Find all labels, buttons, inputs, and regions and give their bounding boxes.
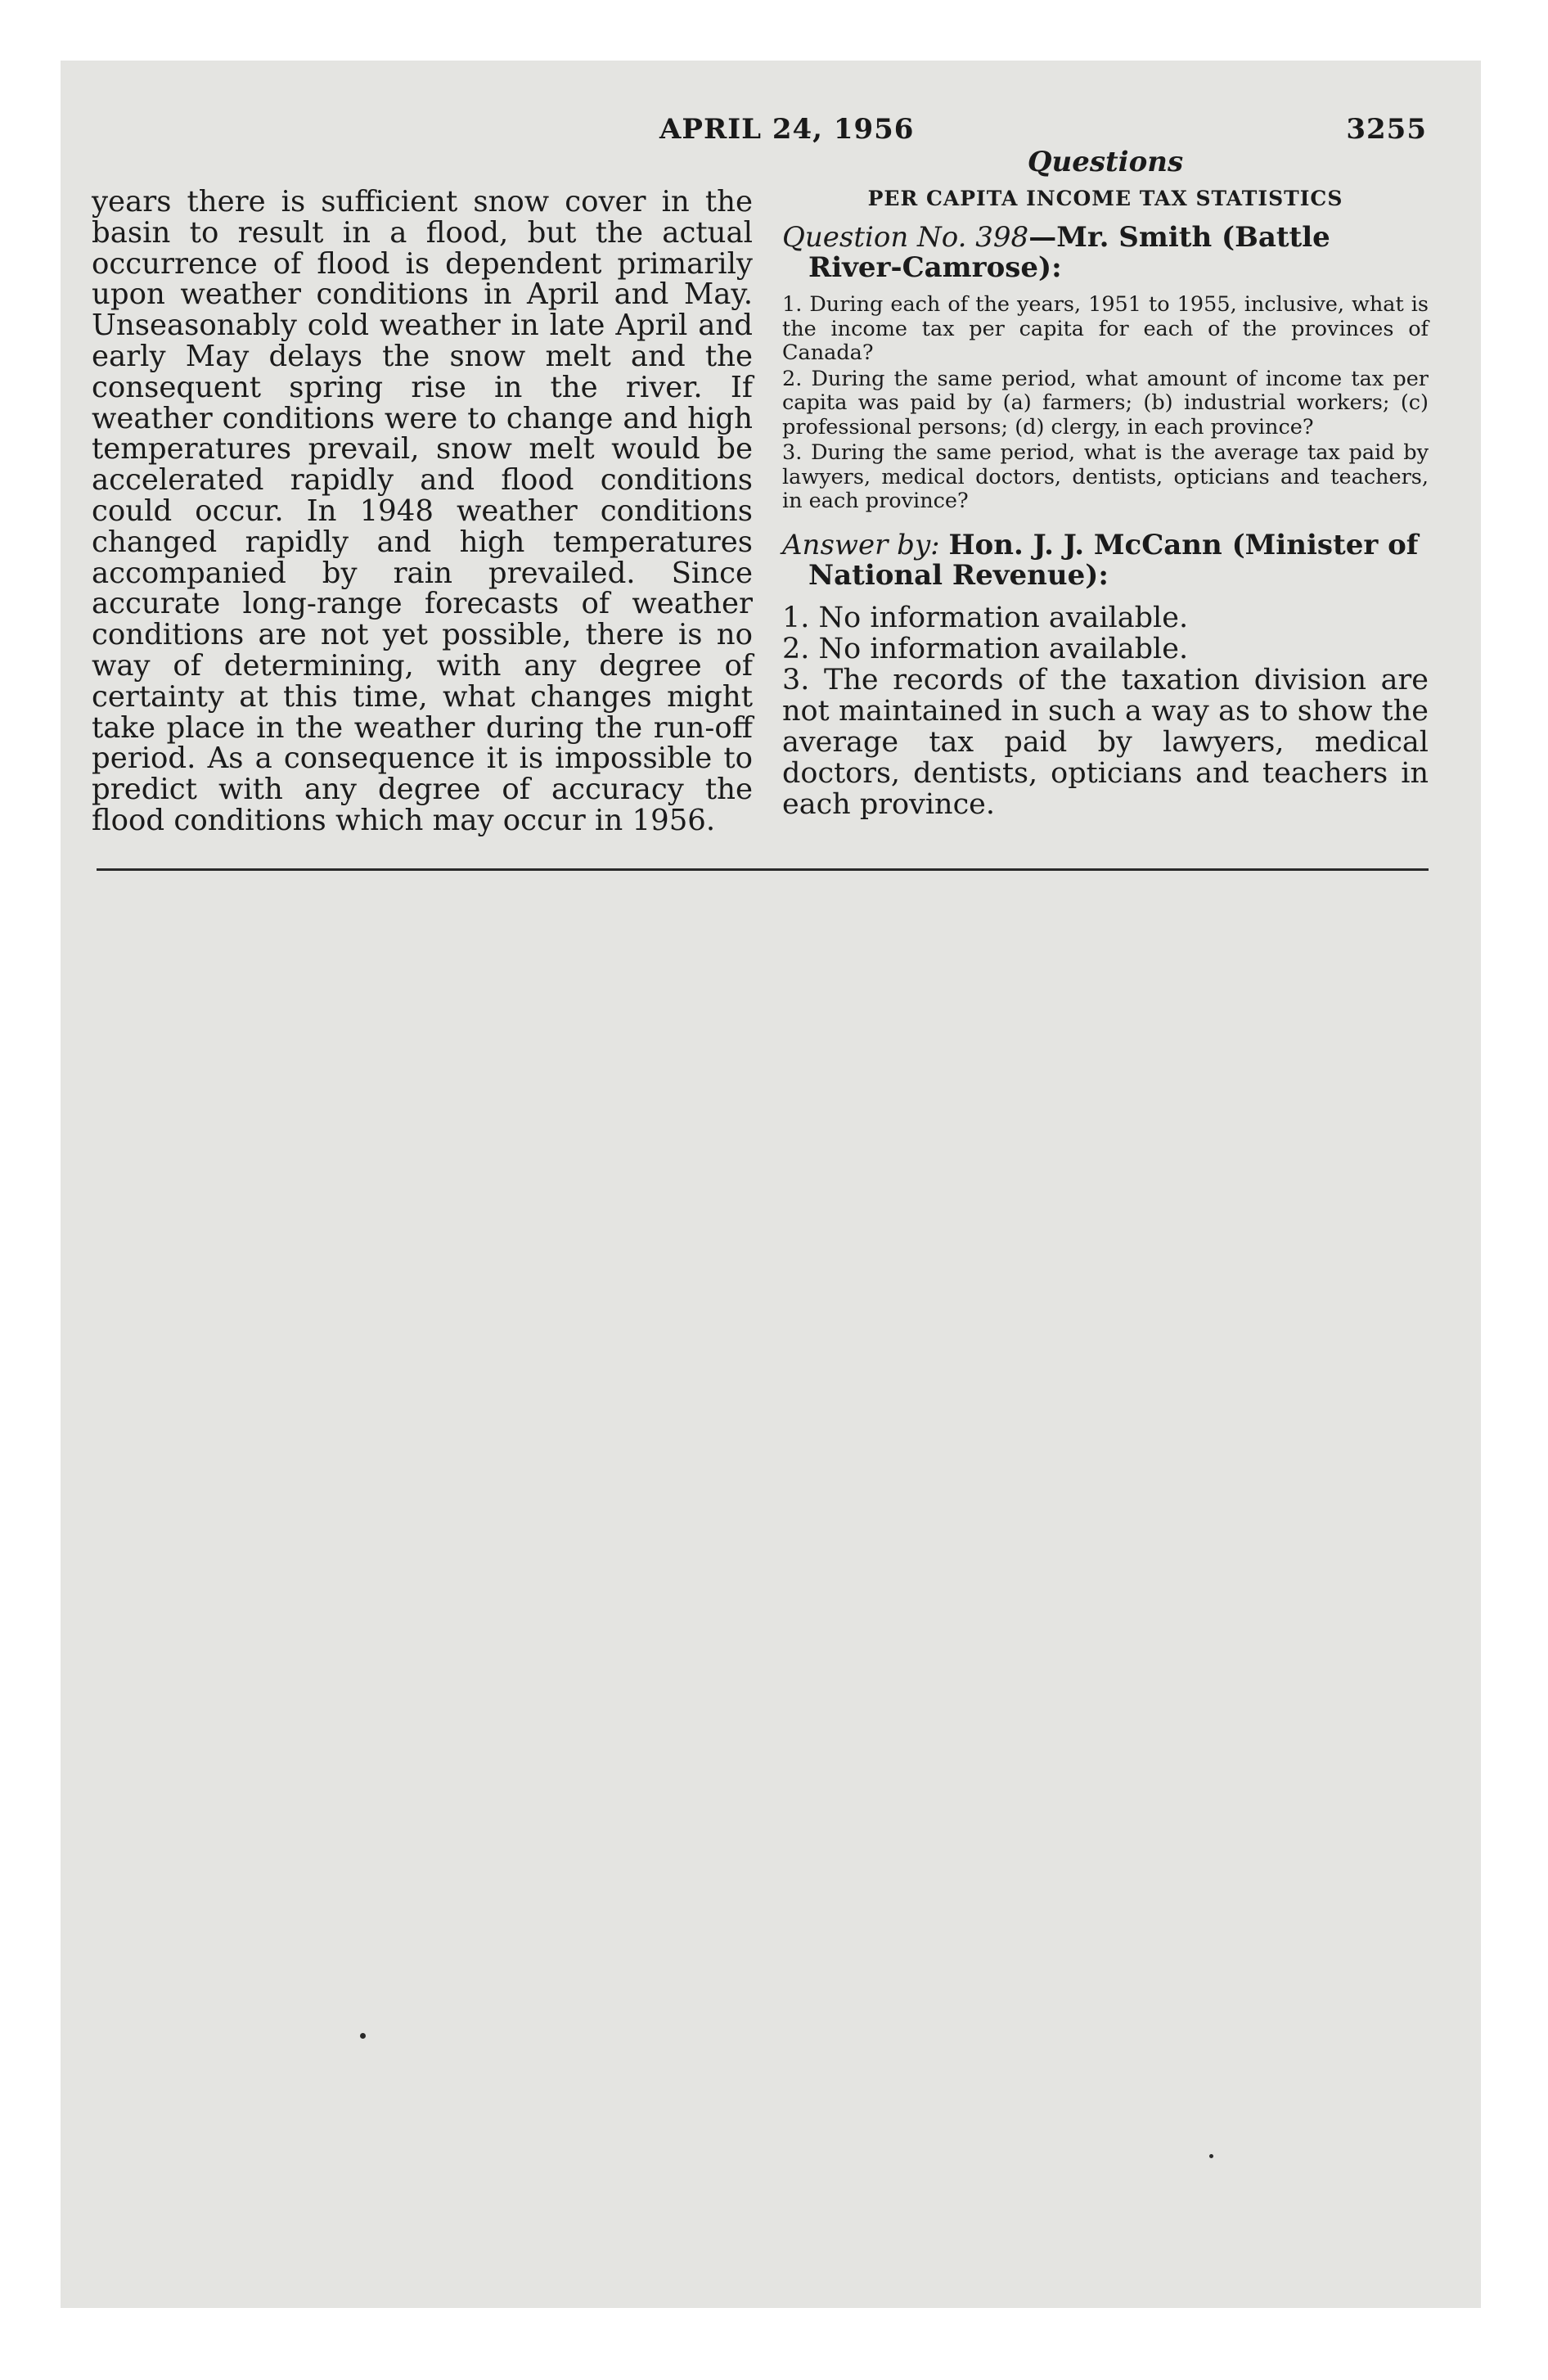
question-title: PER CAPITA INCOME TAX STATISTICS (867, 187, 1343, 210)
question-list (782, 293, 1429, 514)
page-number: 3255 (1346, 113, 1427, 146)
page-header-title: APRIL 24, 1956 (659, 113, 915, 146)
answer-item: 3. The records of the taxation division are not maintained in such a way as to show the average tax paid by lawyers, medical doctors, dentists, opticians and teachers in each province. (782, 663, 1429, 821)
answer-label: Answer by: (782, 528, 940, 561)
answer-list (782, 602, 1429, 820)
ink-speck (1209, 2154, 1213, 2158)
question-label: Question No. 398 (782, 221, 1029, 254)
question-item: 3. During the same period, what is the average tax paid by lawyers, medical doctors, dentists, opticians and teachers, in each province? (782, 440, 1429, 513)
answer-item: 2. No information available. (782, 632, 1189, 665)
question-by: —Mr. Smith (Battle River-Camrose): (808, 221, 1330, 284)
question-item: 1. During each of the years, 1951 to 1955, inclusive, what is the income tax per capita for each of the provinces of Canada? (782, 292, 1429, 365)
right-column (782, 146, 1429, 820)
question-label-line (782, 223, 1429, 283)
answer-by: Hon. J. J. McCann (Minister of National Revenue): (808, 528, 1419, 592)
left-column (92, 187, 753, 836)
answer-label-line (782, 530, 1429, 591)
section-divider-rule (97, 868, 1429, 871)
ink-speck (360, 2033, 366, 2039)
left-column-paragraph: years there is sufficient snow cover in the basin to result in a flood, but the actual occurrence of flood is dependent primarily upon weather conditions in April and May. Unseasonably cold weather in late April and early May delays the snow melt and the consequent spring rise in the river. If weather conditions were to change and high temperatures prevail, snow melt would be accelerated rapidly and flood conditions could occur. In 1948 weather conditions changed rapidly and high temperatures accompanied by rain prevailed. Since accurate long-range forecasts of weather conditions are not yet possible, there is no way of determining, with any degree of certainty at this time, what changes might take place in the weather during the run-off period. As a consequence it is impossible to predict with any degree of accuracy the flood conditions which may occur in 1956. (92, 185, 753, 837)
answer-item: 1. No information available. (782, 601, 1189, 634)
section-heading: Questions (1027, 146, 1184, 178)
question-item: 2. During the same period, what amount of income tax per capita was paid by (a) farmers; (b) industrial workers; (c) professional persons; (d) clergy, in each province? (782, 366, 1429, 439)
